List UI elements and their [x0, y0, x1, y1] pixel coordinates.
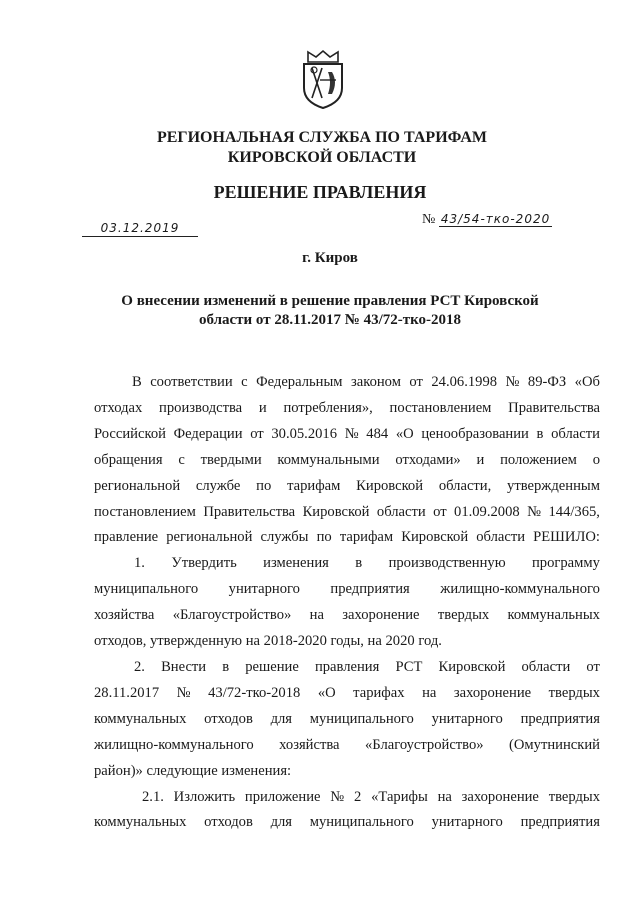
body-line: [94, 733, 600, 759]
handwritten-number: 43/54-тко-2020: [440, 212, 551, 226]
body-word: хозяйства: [279, 736, 340, 753]
body-word: 2.: [134, 658, 145, 675]
document-number: [422, 212, 552, 228]
body-word: обращения: [94, 451, 163, 468]
body-line: [94, 707, 600, 733]
body-word: по: [256, 477, 272, 494]
body-word: район)» следующие изменения:: [94, 762, 292, 779]
body-line: [94, 474, 600, 500]
body-word: по: [316, 529, 332, 546]
body-word: правления: [314, 658, 380, 675]
body-word: №: [527, 503, 542, 520]
body-word: унитарного: [431, 814, 503, 831]
body-word: области: [476, 529, 526, 546]
body-word: «О: [317, 684, 336, 701]
body-word: службы: [260, 529, 309, 546]
body-word: области: [376, 503, 426, 520]
body-word: «О: [395, 425, 414, 442]
body-word: РЕШИЛО:: [533, 529, 600, 546]
body-word: «Благоустройство»: [172, 607, 292, 624]
body-word: коммунальными: [277, 451, 380, 468]
body-word: Кировской: [356, 477, 424, 494]
body-line: [94, 551, 600, 577]
subject-heading: [0, 292, 640, 330]
subject-line2: области от 28.11.2017 № 43/72-тко-2018: [198, 312, 462, 328]
body-word: производственную: [388, 555, 506, 572]
body-line: [94, 577, 600, 603]
body-line: [94, 785, 600, 811]
body-word: жилищно-коммунального: [94, 736, 254, 753]
handwritten-date: 03.12.2019: [82, 221, 198, 237]
body-word: и: [476, 451, 485, 468]
body-word: Федеральным: [256, 374, 343, 390]
body-word: в: [355, 555, 363, 572]
body-line: [94, 810, 600, 836]
body-word: 43/72-тко-2018: [208, 684, 301, 701]
body-line: [94, 655, 600, 681]
body-word: Изложить: [173, 788, 236, 805]
subject-line1: О внесении изменений в решение правления РСТ Кировской: [121, 293, 539, 309]
body-word: области: [551, 425, 600, 442]
body-word: 484: [366, 425, 389, 442]
body-word: от: [250, 425, 264, 442]
body-word: твердыми: [200, 451, 262, 468]
body-word: 2: [354, 788, 362, 805]
body-word: постановлением: [94, 503, 196, 520]
body-word: службе: [195, 477, 241, 494]
body-word: муниципального: [94, 581, 199, 598]
body-word: Внести: [161, 658, 207, 675]
body-word: коммунальных: [94, 710, 187, 727]
number-sign: №: [422, 212, 436, 227]
body-word: положением: [500, 451, 577, 468]
body-word: приложение: [244, 788, 321, 805]
body-word: изменения: [263, 555, 329, 572]
body-line: [94, 629, 600, 655]
body-text: [94, 370, 600, 836]
document-type-title: РЕШЕНИЕ ПРАВЛЕНИЯ: [213, 182, 427, 202]
body-line: [94, 448, 600, 474]
body-word: на: [309, 607, 324, 624]
body-word: твердых: [437, 607, 490, 624]
body-word: «Благоустройство»: [364, 736, 484, 753]
body-word: муниципального: [309, 814, 414, 831]
body-word: №: [176, 684, 191, 701]
body-word: тарифах: [353, 684, 405, 701]
body-word: Федерации: [173, 425, 243, 442]
organization-name-line2: КИРОВСКОЙ ОБЛАСТИ: [227, 149, 417, 166]
body-word: предприятия: [520, 710, 600, 727]
body-word: отходов: [204, 814, 253, 831]
body-word: №: [344, 425, 359, 442]
body-word: о: [592, 451, 600, 468]
body-word: (Омутнинский: [509, 736, 600, 753]
body-line: [94, 681, 600, 707]
body-word: в: [536, 425, 544, 442]
organization-name: [0, 128, 640, 168]
body-word: тарифам: [339, 529, 394, 546]
body-word: Правительства: [508, 399, 600, 416]
body-word: в: [222, 658, 230, 675]
body-line: [94, 603, 600, 629]
city: г. Киров: [302, 250, 358, 266]
body-word: Правительства: [203, 503, 296, 520]
body-word: унитарного: [228, 581, 300, 598]
body-word: с: [241, 374, 248, 390]
body-word: законом: [350, 374, 401, 390]
body-word: предприятия: [330, 581, 410, 598]
body-word: «Тарифы: [371, 788, 428, 805]
body-word: для: [270, 710, 292, 727]
body-line: [94, 759, 600, 785]
body-word: жилищно-коммунального: [440, 581, 600, 598]
body-line: [94, 396, 600, 422]
body-word: потребления»,: [283, 399, 373, 416]
body-word: 89-ФЗ: [527, 374, 567, 390]
body-word: коммунальных: [507, 607, 600, 624]
body-word: программу: [532, 555, 600, 572]
body-word: РСТ: [395, 658, 423, 675]
body-word: хозяйства: [94, 607, 155, 624]
body-word: тарифам: [287, 477, 341, 494]
body-word: 28.11.2017: [94, 684, 160, 701]
body-word: решение: [245, 658, 299, 675]
body-word: отходов, утвержденную на 2018-2020 годы, на 2020 год.: [94, 633, 442, 650]
body-word: области: [521, 658, 571, 675]
body-word: захоронение: [461, 788, 539, 805]
body-word: правление: [94, 529, 159, 546]
body-word: Кировской: [302, 503, 370, 520]
body-word: 144/365,: [548, 503, 600, 520]
body-word: от: [433, 503, 447, 520]
body-word: утвержденным: [507, 477, 600, 494]
body-word: захоронение: [342, 607, 420, 624]
body-word: коммунальных: [94, 814, 187, 831]
body-word: №: [505, 374, 520, 390]
body-word: ценообразовании: [421, 425, 529, 442]
body-word: области,: [438, 477, 492, 494]
body-word: 2.1.: [142, 788, 164, 805]
body-word: соответствии: [150, 374, 233, 390]
body-word: региональной: [166, 529, 253, 546]
body-line: [94, 500, 600, 526]
body-word: с: [178, 451, 185, 468]
body-word: Кировской: [438, 658, 506, 675]
body-word: захоронение: [453, 684, 532, 701]
body-word: на: [422, 684, 437, 701]
body-word: Российской: [94, 425, 166, 442]
body-word: отходах: [94, 399, 143, 416]
body-word: производства: [159, 399, 243, 416]
body-line: [94, 422, 600, 448]
body-line: [94, 370, 600, 396]
body-word: отходов: [204, 710, 253, 727]
body-word: предприятия: [520, 814, 600, 831]
kirov-coat-of-arms-icon: [298, 48, 348, 110]
body-word: от: [409, 374, 423, 390]
body-word: для: [270, 814, 292, 831]
body-word: на: [437, 788, 452, 805]
body-word: Кировской: [401, 529, 469, 546]
body-word: 30.05.2016: [271, 425, 338, 442]
organization-name-line1: РЕГИОНАЛЬНАЯ СЛУЖБА ПО ТАРИФАМ: [156, 129, 488, 146]
body-word: унитарного: [431, 710, 503, 727]
body-word: 24.06.1998: [431, 374, 498, 390]
body-word: 01.09.2008: [454, 503, 520, 520]
body-word: В: [132, 374, 142, 390]
body-word: №: [330, 788, 345, 805]
body-word: от: [586, 658, 600, 675]
body-word: твердых: [548, 788, 600, 805]
body-word: 1.: [134, 555, 145, 572]
body-word: «Об: [574, 374, 600, 390]
body-word: отходами»: [395, 451, 461, 468]
body-word: Утвердить: [171, 555, 237, 572]
body-word: постановлением: [389, 399, 492, 416]
body-word: муниципального: [309, 710, 414, 727]
body-word: и: [258, 399, 267, 416]
body-line: [94, 525, 600, 551]
body-word: твердых: [548, 684, 600, 701]
body-word: региональной: [94, 477, 181, 494]
